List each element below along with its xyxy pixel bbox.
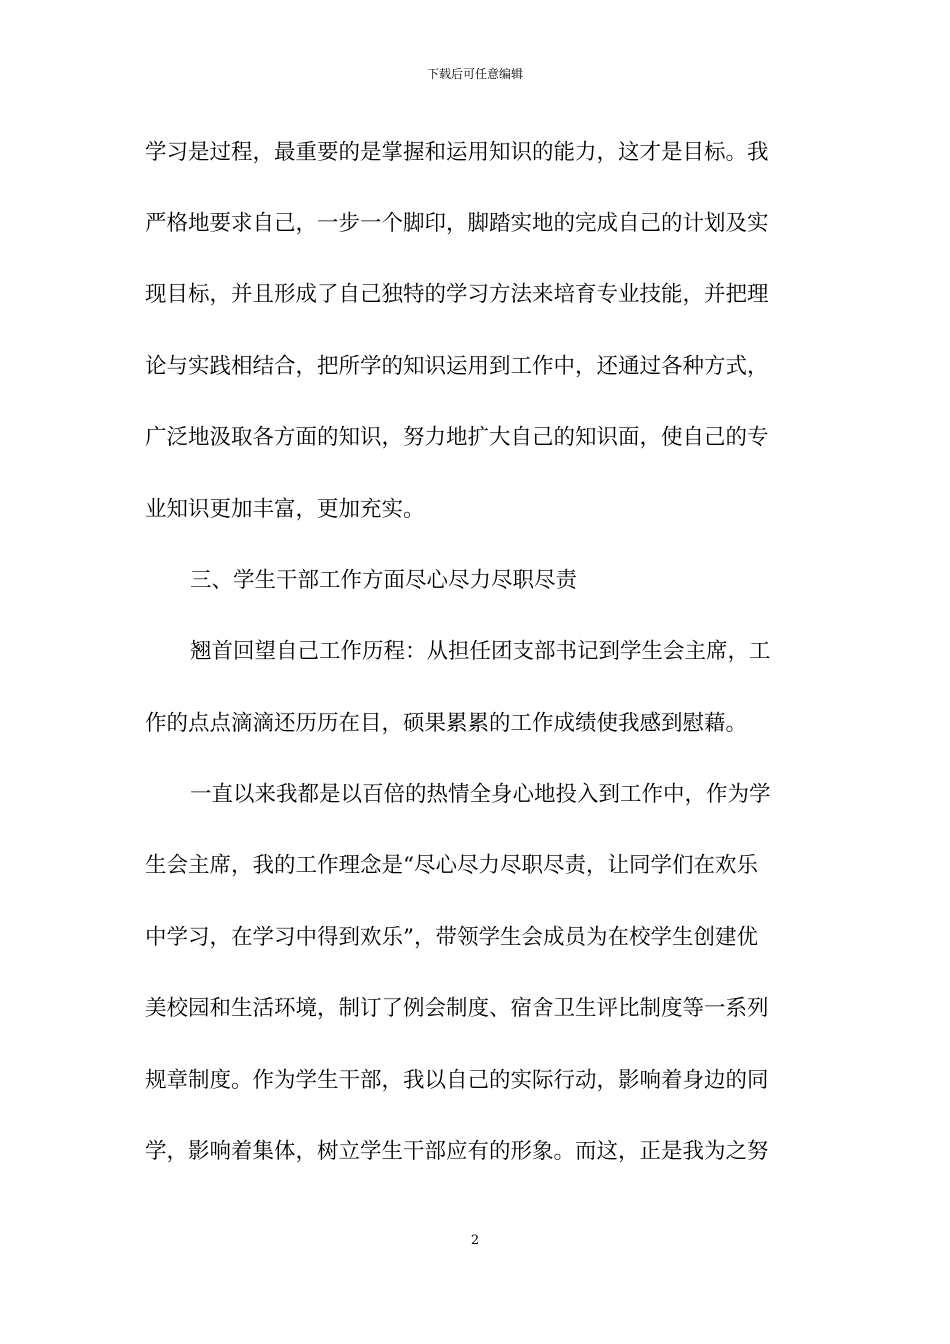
body-line: 生会主席，我的工作理念是“尽心尽力尽职尽责，让同学们在欢乐 [145,853,758,878]
body-line: 作的点点滴滴还历历在目，硕果累累的工作成绩使我感到慰藉。 [145,711,748,736]
body-line: 一直以来我都是以百倍的热情全身心地投入到工作中，作为学 [190,782,771,807]
page-number: 2 [470,1233,480,1248]
section-heading: 三、学生干部工作方面尽心尽力尽职尽责 [190,568,578,593]
body-line: 翘首回望自己工作历程：从担任团支部书记到学生会主席，工 [190,639,771,664]
body-line: 学习是过程，最重要的是掌握和运用知识的能力，这才是目标。我 [145,140,769,165]
body-line: 中学习，在学习中得到欢乐”，带领学生会成员为在校学生创建优 [145,925,758,950]
body-line: 严格地要求自己，一步一个脚印，脚踏实地的完成自己的计划及实 [145,211,769,236]
body-line: 学，影响着集体，树立学生干部应有的形象。而这，正是我为之努 [145,1139,769,1164]
page-header: 下载后可任意编辑 [426,67,523,81]
body-line: 论与实践相结合，把所学的知识运用到工作中，还通过各种方式， [145,354,769,379]
body-line: 美校园和生活环境，制订了例会制度、宿舍卫生评比制度等一系列 [145,996,769,1021]
body-line: 业知识更加丰富，更加充实。 [145,497,425,522]
body-line: 规章制度。作为学生干部，我以自己的实际行动，影响着身边的同 [145,1068,769,1093]
body-line: 现目标，并且形成了自己独特的学习方法来培育专业技能，并把理 [145,282,769,307]
body-line: 广泛地汲取各方面的知识，努力地扩大自己的知识面，使自己的专 [145,425,769,450]
